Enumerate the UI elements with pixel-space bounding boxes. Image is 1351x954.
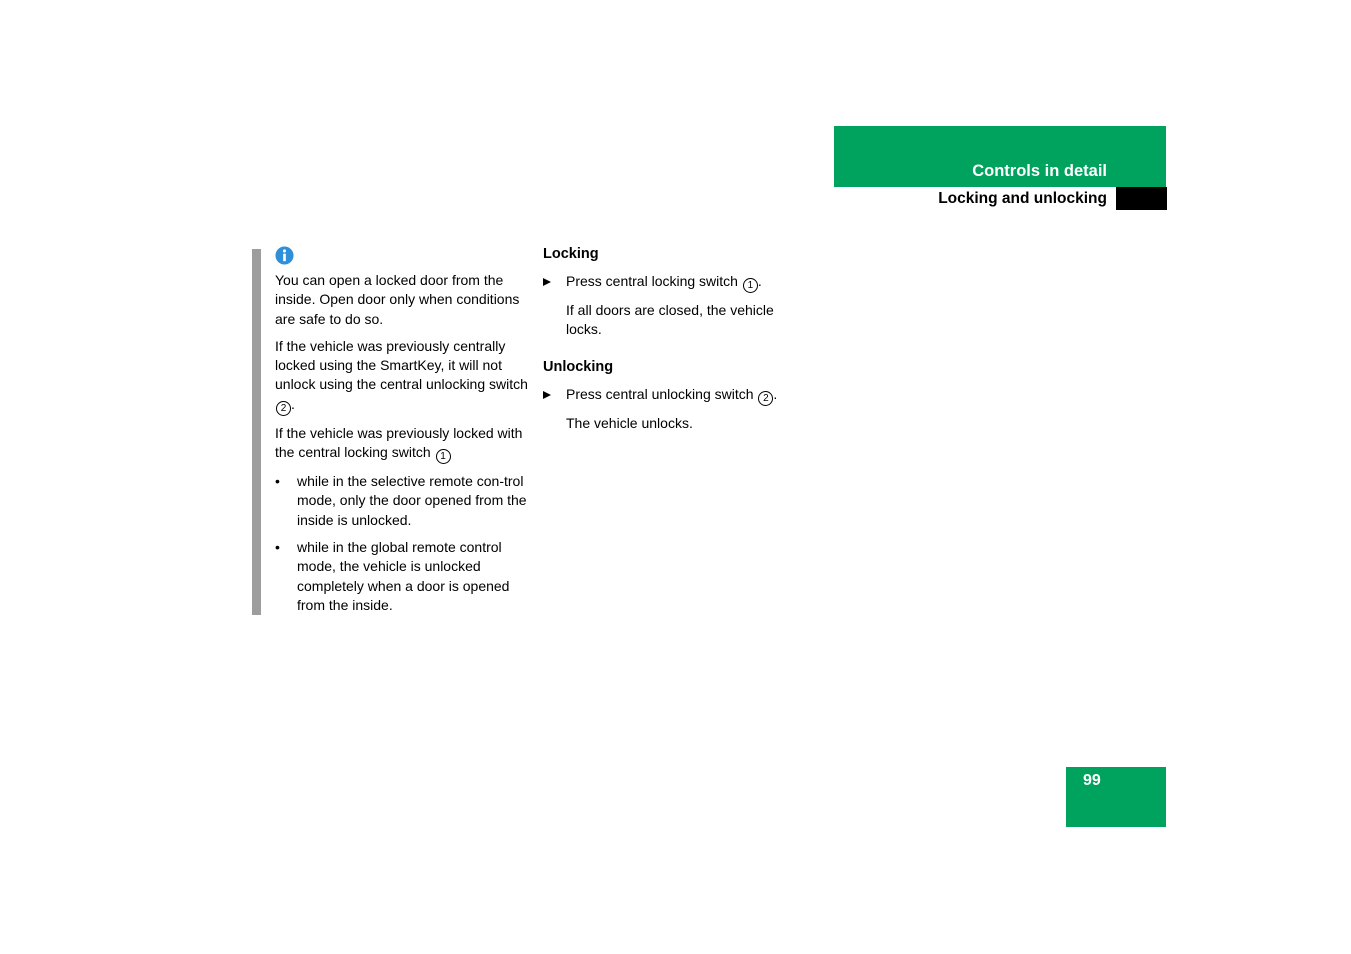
locking-step: Press central locking switch 1 . xyxy=(543,272,803,293)
unlocking-step: Press central unlocking switch 2 . xyxy=(543,385,803,406)
locking-result: If all doors are closed, the vehicle locks. xyxy=(566,301,774,338)
section-tab-marker xyxy=(1116,187,1167,210)
step-arrow-icon xyxy=(543,391,551,399)
list-item: • while in the global remote control mode, the vehicle is unlocked completely when a door is opened from the inside. xyxy=(275,538,510,613)
unlocking-heading: Unlocking xyxy=(543,359,614,376)
locking-heading: Locking xyxy=(543,246,599,262)
bullet-icon: • xyxy=(275,538,280,555)
instructions-column xyxy=(543,245,803,452)
info-icon xyxy=(275,246,294,265)
bullet-icon: • xyxy=(275,473,280,490)
header-band xyxy=(834,126,1166,187)
callout-number: 1 xyxy=(743,278,758,293)
list-item: • while in the selective remote con-trol mode, only the door opened from the inside is unlocked. xyxy=(275,473,527,528)
step-arrow-icon xyxy=(543,278,551,286)
section-title: Controls in detail xyxy=(972,162,1107,180)
callout-number: 2 xyxy=(276,401,291,416)
page-number: 99 xyxy=(1083,772,1101,789)
info-box xyxy=(275,246,530,623)
section-subtitle: Locking and unlocking xyxy=(938,190,1107,207)
info-paragraph: You can open a locked door from the inside. Open door only when conditions are safe to do so. xyxy=(275,272,520,327)
info-bullet-list xyxy=(275,472,530,615)
info-paragraph: If the vehicle was previously centrally locked using the SmartKey, it will not unlock using the central unlocking switch 2 . xyxy=(275,337,528,414)
page-number-box xyxy=(1066,767,1166,827)
callout-number: 1 xyxy=(436,449,451,464)
callout-number: 2 xyxy=(758,391,773,406)
unlocking-result: The vehicle unlocks. xyxy=(566,414,693,431)
info-side-bar xyxy=(252,249,261,615)
info-paragraph: If the vehicle was previously locked with the central locking switch 1 xyxy=(275,424,523,463)
